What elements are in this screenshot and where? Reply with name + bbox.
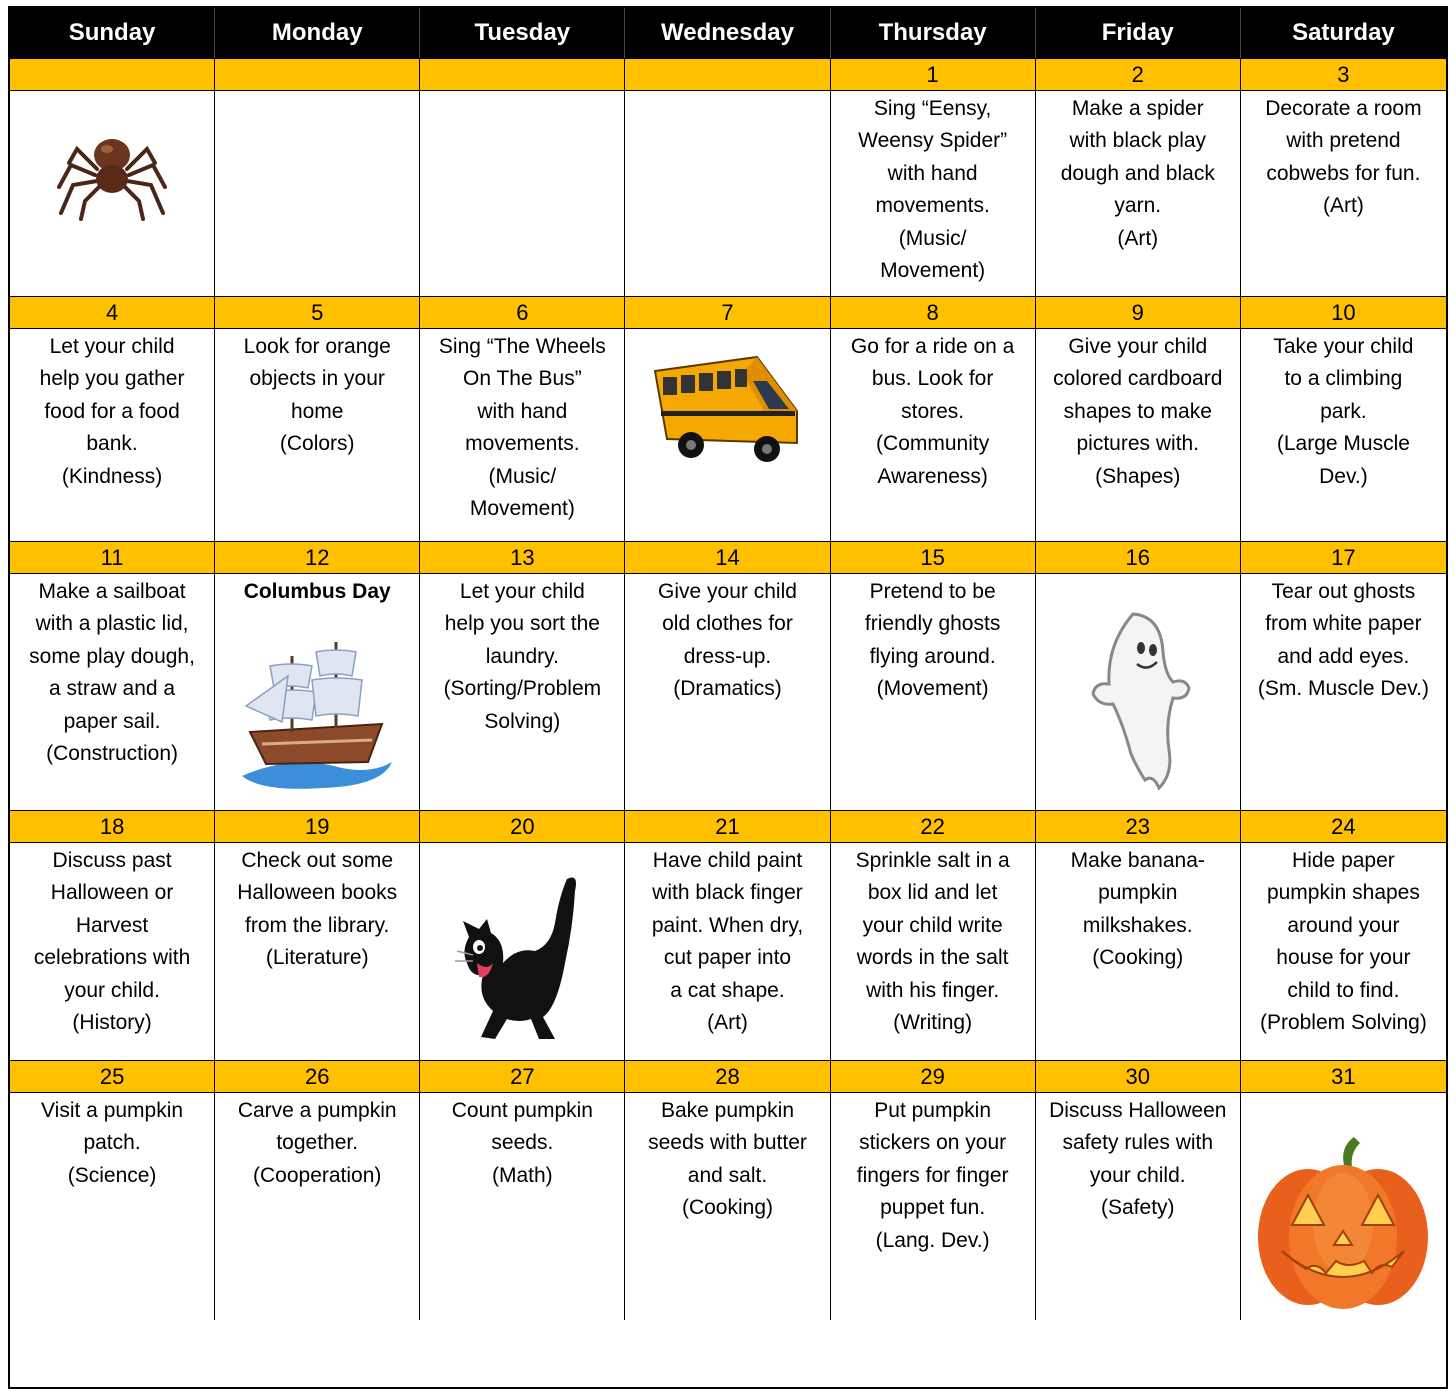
date-number: 13 [420, 541, 625, 574]
date-number: 1 [831, 58, 1036, 91]
holiday-label: Columbus Day [243, 580, 391, 603]
day-cell [1241, 91, 1446, 296]
date-number: 25 [10, 1060, 215, 1093]
activity-text: Decorate a room with pretend cobwebs for fun. (Art) [1265, 97, 1422, 218]
date-number: 4 [10, 296, 215, 329]
date-number: 28 [625, 1060, 830, 1093]
date-number: 10 [1241, 296, 1446, 329]
day-cell [625, 843, 830, 1060]
date-number [625, 58, 830, 91]
day-cell [625, 329, 830, 541]
date-number: 19 [215, 810, 420, 843]
day-header-saturday: Saturday [1241, 8, 1446, 58]
day-cell [420, 843, 625, 1060]
day-cell [1036, 91, 1241, 296]
day-cell [831, 329, 1036, 541]
day-cell [215, 329, 420, 541]
day-cell [1036, 574, 1241, 810]
day-header-friday: Friday [1036, 8, 1241, 58]
date-number: 23 [1036, 810, 1241, 843]
spider-icon [47, 121, 177, 221]
activity-text: Make a spider with black play dough and black yarn. (Art) [1060, 97, 1215, 250]
activity-text: Take your child to a climbing park. (Large Muscle Dev.) [1273, 335, 1414, 488]
day-cell [1036, 329, 1241, 541]
activity-text: Sprinkle salt in a box lid and let your child write words in the salt with his finger. (Writing) [855, 849, 1010, 1035]
day-cell [625, 574, 830, 810]
activity-text: Pretend to be friendly ghosts flying around. (Movement) [864, 580, 1001, 701]
date-number: 6 [420, 296, 625, 329]
date-number: 17 [1241, 541, 1446, 574]
day-cell [831, 91, 1036, 296]
day-cell [215, 91, 420, 296]
activity-text: Tear out ghosts from white paper and add eyes. (Sm. Muscle Dev.) [1257, 580, 1429, 701]
date-number: 21 [625, 810, 830, 843]
date-number: 24 [1241, 810, 1446, 843]
day-cell [10, 329, 215, 541]
day-header-tuesday: Tuesday [420, 8, 625, 58]
day-cell [10, 574, 215, 810]
date-number: 16 [1036, 541, 1241, 574]
day-cell [420, 1093, 625, 1320]
date-number: 27 [420, 1060, 625, 1093]
activity-text: Give your child old clothes for dress-up. (Dramatics) [658, 580, 797, 701]
day-cell [420, 574, 625, 810]
day-cell [215, 843, 420, 1060]
activity-text: Let your child help you gather food for a food bank. (Kindness) [39, 335, 185, 488]
activity-text: Sing “The Wheels On The Bus” with hand movements. (Music/ Movement) [438, 335, 606, 521]
date-number: 30 [1036, 1060, 1241, 1093]
day-header-wednesday: Wednesday [625, 8, 830, 58]
day-cell [10, 843, 215, 1060]
date-number: 26 [215, 1060, 420, 1093]
day-cell [215, 574, 420, 810]
activity-text: Go for a ride on a bus. Look for stores. (Community Awareness) [850, 335, 1015, 488]
activity-text: Sing “Eensy, Weensy Spider” with hand movements. (Music/ Movement) [858, 97, 1008, 283]
date-number: 9 [1036, 296, 1241, 329]
ghost-icon [1073, 604, 1203, 794]
jack-o-lantern-icon [1248, 1133, 1438, 1313]
day-cell [1241, 574, 1446, 810]
sailing-ship-icon [232, 636, 402, 796]
activity-text: Put pumpkin stickers on your fingers for finger puppet fun. (Lang. Dev.) [856, 1099, 1009, 1252]
day-cell [831, 843, 1036, 1060]
date-number: 3 [1241, 58, 1446, 91]
day-cell [831, 1093, 1036, 1320]
day-cell [1036, 843, 1241, 1060]
activity-text: Discuss past Halloween or Harvest celebrations with your child. (History) [33, 849, 191, 1035]
day-cell [10, 1093, 215, 1320]
day-cell [625, 91, 830, 296]
activity-text: Discuss Halloween safety rules with your child. (Safety) [1049, 1099, 1227, 1220]
date-number: 22 [831, 810, 1036, 843]
day-cell [625, 1093, 830, 1320]
date-number: 18 [10, 810, 215, 843]
date-number: 12 [215, 541, 420, 574]
day-cell [420, 329, 625, 541]
date-number: 2 [1036, 58, 1241, 91]
day-cell [1241, 329, 1446, 541]
date-number: 15 [831, 541, 1036, 574]
school-bus-icon [647, 351, 807, 471]
activity-text: Let your child help you sort the laundry. (Sorting/Problem Solving) [443, 580, 602, 733]
date-number: 5 [215, 296, 420, 329]
activity-text: Visit a pumpkin patch. (Science) [41, 1099, 184, 1187]
activity-text: Bake pumpkin seeds with butter and salt. (Cooking) [648, 1099, 807, 1220]
activity-text: Hide paper pumpkin shapes around your house for your child to find. (Problem Solving) [1259, 849, 1427, 1035]
day-cell [215, 1093, 420, 1320]
calendar-grid [8, 6, 1448, 1389]
activity-text: Carve a pumpkin together. (Cooperation) [237, 1099, 397, 1187]
day-cell [1036, 1093, 1241, 1320]
date-number: 14 [625, 541, 830, 574]
date-number [10, 58, 215, 91]
black-cat-icon [447, 867, 597, 1047]
date-number [420, 58, 625, 91]
date-number [215, 58, 420, 91]
activity-text: Count pumpkin seeds. (Math) [451, 1099, 593, 1187]
day-cell [1241, 843, 1446, 1060]
date-number: 31 [1241, 1060, 1446, 1093]
date-number: 29 [831, 1060, 1036, 1093]
activity-text: Look for orange objects in your home (Colors) [243, 335, 391, 456]
activity-text: Give your child colored cardboard shapes to make pictures with. (Shapes) [1053, 335, 1223, 488]
date-number: 20 [420, 810, 625, 843]
activity-text: Make banana- pumpkin milkshakes. (Cooking) [1070, 849, 1205, 970]
date-number: 8 [831, 296, 1036, 329]
date-number: 7 [625, 296, 830, 329]
date-number: 11 [10, 541, 215, 574]
day-cell [1241, 1093, 1446, 1320]
activity-text: Have child paint with black finger paint. When dry, cut paper into a cat shape. (Art) [651, 849, 804, 1035]
day-header-sunday: Sunday [10, 8, 215, 58]
day-cell [10, 91, 215, 296]
activity-text: Make a sailboat with a plastic lid, some play dough, a straw and a paper sail. (Construction) [29, 580, 195, 766]
day-header-thursday: Thursday [831, 8, 1036, 58]
day-cell [420, 91, 625, 296]
day-cell [831, 574, 1036, 810]
activity-text: Check out some Halloween books from the library. (Literature) [237, 849, 398, 970]
day-header-monday: Monday [215, 8, 420, 58]
